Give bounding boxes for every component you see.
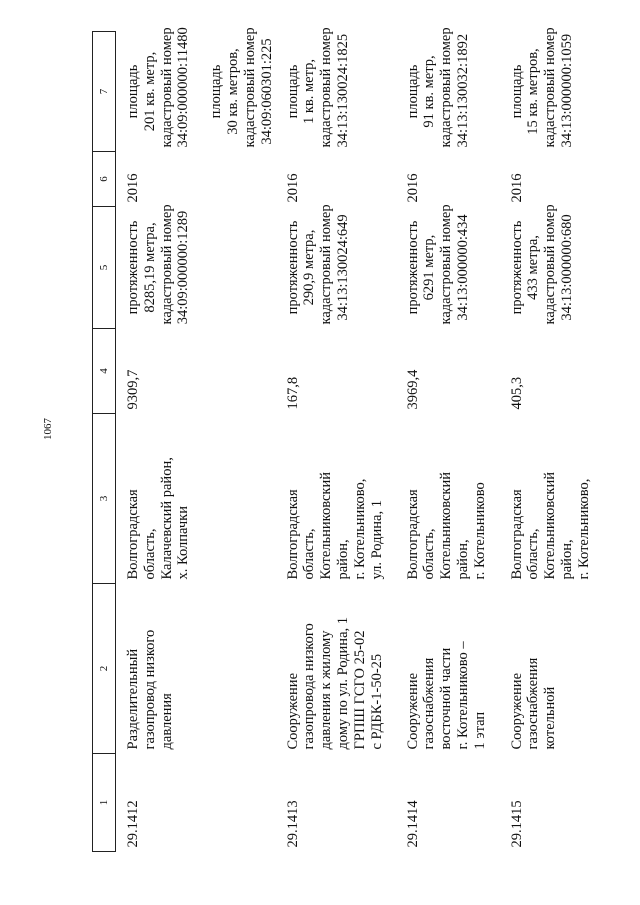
- characteristics-line: протяженность: [404, 220, 421, 315]
- header-row: [93, 32, 116, 852]
- column-header: 2: [93, 584, 116, 754]
- column-header: 7: [93, 32, 116, 152]
- object-name-line: Сооружение: [404, 672, 421, 750]
- column-header: 6: [93, 152, 116, 207]
- value-cell: 9309,7: [125, 369, 141, 410]
- object-name-line: 1 этап: [471, 711, 488, 750]
- land-plot-cell: [276, 27, 396, 152]
- address-line: Калачевский район,: [158, 457, 175, 580]
- land-plot-entry: [284, 27, 352, 148]
- characteristics-cell: [116, 204, 276, 329]
- table-row: [276, 32, 396, 852]
- address-line: Котельниковский: [318, 472, 335, 580]
- land-plot-entry: [125, 27, 192, 148]
- land-plot-entry: [404, 27, 472, 148]
- address-line: район,: [454, 539, 471, 580]
- address-cell: [500, 414, 640, 584]
- land-plot-line: 34:13:000000:1059: [558, 33, 575, 148]
- object-name-line: Разделительный: [125, 648, 141, 750]
- land-plot-line: кадастровый номер: [542, 27, 559, 148]
- address-line: г. Котельниково,: [351, 478, 368, 580]
- year-cell: 2016: [284, 173, 301, 203]
- table-row: [116, 32, 276, 852]
- page-number: 1067: [42, 418, 54, 440]
- object-name-line: восточной части: [438, 647, 455, 750]
- object-name-line: газоснабжения: [525, 657, 542, 750]
- characteristics-line: протяженность: [284, 220, 301, 315]
- object-name-line: котельной: [542, 686, 559, 750]
- address-line: х. Колпачки: [175, 506, 192, 580]
- column-header: 4: [93, 329, 116, 414]
- characteristics-line: 34:13:000000:680: [558, 214, 575, 321]
- value-cell: 3969,4: [404, 369, 421, 410]
- characteristics-line: 6291 метр,: [421, 234, 438, 301]
- characteristics-cell: [276, 204, 396, 329]
- characteristics-line: 8285,19 метра,: [141, 222, 158, 313]
- address-line: область,: [301, 528, 318, 580]
- land-plot-line: 201 кв. метр,: [141, 51, 158, 132]
- object-name-cell: [276, 584, 396, 754]
- land-plot-line: 34:09:060301:225: [258, 38, 275, 145]
- land-plot-line: кадастровый номер: [318, 27, 335, 148]
- address-line: область,: [141, 528, 158, 580]
- object-name-line: с РДБК-1-50-25: [368, 653, 385, 750]
- object-name-line: дому по ул. Родина, 1: [334, 616, 351, 750]
- characteristics-line: 290,9 метра,: [301, 229, 318, 306]
- object-name-line: газопровод низкого: [141, 629, 158, 750]
- address-line: район,: [334, 539, 351, 580]
- year-cell: 2016: [404, 173, 421, 203]
- land-plot-line: площадь: [404, 64, 421, 119]
- object-name-line: Сооружение: [284, 672, 301, 750]
- object-name-line: Сооружение: [508, 672, 525, 750]
- land-plot-line: площадь: [208, 64, 225, 119]
- land-plot-line: 15 кв. метров,: [525, 48, 542, 135]
- land-plot-line: кадастровый номер: [241, 27, 258, 148]
- object-name-line: давления к жилому: [318, 630, 335, 750]
- land-plot-line: 30 кв. метров,: [225, 48, 242, 135]
- address-cell: [276, 414, 396, 584]
- land-plot-line: площадь: [284, 64, 301, 119]
- item-number-cell: 29.1415: [508, 800, 525, 848]
- table-body: [116, 27, 640, 852]
- address-line: г. Котельниково: [471, 482, 488, 580]
- land-plot-line: площадь: [125, 64, 141, 119]
- object-name-line: ГРПШ ГСГО 25-02: [351, 630, 368, 750]
- address-line: Волгоградская: [508, 489, 525, 580]
- year-cell: 2016: [125, 173, 141, 203]
- address-line: район,: [558, 539, 575, 580]
- table-row: [396, 32, 500, 852]
- land-plot-line: кадастровый номер: [438, 27, 455, 148]
- address-line: ул. Родина, 1: [368, 500, 385, 580]
- characteristics-line: протяженность: [125, 220, 141, 315]
- value-cell: 405,3: [508, 376, 525, 410]
- land-plot-line: кадастровый номер: [158, 27, 175, 148]
- land-plot-line: 34:09:000000:11480: [175, 27, 192, 148]
- address-cell: [116, 414, 276, 584]
- object-name-cell: [396, 584, 500, 754]
- land-plot-line: площадь: [508, 64, 525, 119]
- address-cell: [396, 414, 500, 584]
- characteristics-line: 34:13:000000:434: [454, 214, 471, 321]
- land-plot-entry: [508, 27, 576, 148]
- value-cell: 167,8: [284, 376, 301, 410]
- land-plot-line: 1 кв. метр,: [301, 58, 318, 125]
- item-number-cell: 29.1413: [284, 800, 301, 848]
- characteristics-line: кадастровый номер: [542, 204, 559, 325]
- column-header: 1: [93, 754, 116, 852]
- characteristics-line: 34:13:130024:649: [334, 214, 351, 321]
- item-number-cell: 29.1414: [404, 800, 421, 848]
- object-name-line: давления: [158, 693, 175, 750]
- property-table: [92, 27, 640, 852]
- land-plot-line: 34:13:130032:1892: [454, 33, 471, 148]
- column-header: 3: [93, 414, 116, 584]
- year-cell: 2016: [508, 173, 525, 203]
- land-plot-cell: [396, 27, 500, 152]
- address-line: Волгоградская: [125, 489, 141, 580]
- characteristics-line: протяженность: [508, 220, 525, 315]
- address-line: Котельниковский: [542, 472, 559, 580]
- characteristics-line: 34:09:000000:1289: [175, 210, 192, 325]
- characteristics-cell: [396, 204, 500, 329]
- land-plot-line: 34:13:130024:1825: [334, 33, 351, 148]
- address-line: Волгоградская: [284, 489, 301, 580]
- object-name-line: газоснабжения: [421, 657, 438, 750]
- item-number-cell: 29.1412: [125, 800, 141, 848]
- column-header: 5: [93, 207, 116, 329]
- rotated-table-stage: [92, 27, 622, 852]
- characteristics-cell: [500, 204, 640, 329]
- land-plot-cell: [116, 27, 276, 152]
- characteristics-line: кадастровый номер: [318, 204, 335, 325]
- address-line: область,: [421, 528, 438, 580]
- land-plot-entry: [208, 27, 275, 148]
- object-name-line: газопровода низкого: [301, 623, 318, 750]
- address-line: Котельниковский: [438, 472, 455, 580]
- characteristics-line: 433 метра,: [525, 235, 542, 300]
- object-name-cell: [116, 584, 276, 754]
- land-plot-line: 91 кв. метр,: [421, 55, 438, 128]
- address-line: область,: [525, 528, 542, 580]
- object-name-cell: [500, 584, 640, 754]
- table-row: [500, 32, 640, 852]
- address-line: Волгоградская: [404, 489, 421, 580]
- land-plot-cell: [500, 27, 640, 152]
- object-name-line: г. Котельниково –: [454, 641, 471, 750]
- address-line: г. Котельниково,: [575, 478, 592, 580]
- characteristics-line: кадастровый номер: [158, 204, 175, 325]
- characteristics-line: кадастровый номер: [438, 204, 455, 325]
